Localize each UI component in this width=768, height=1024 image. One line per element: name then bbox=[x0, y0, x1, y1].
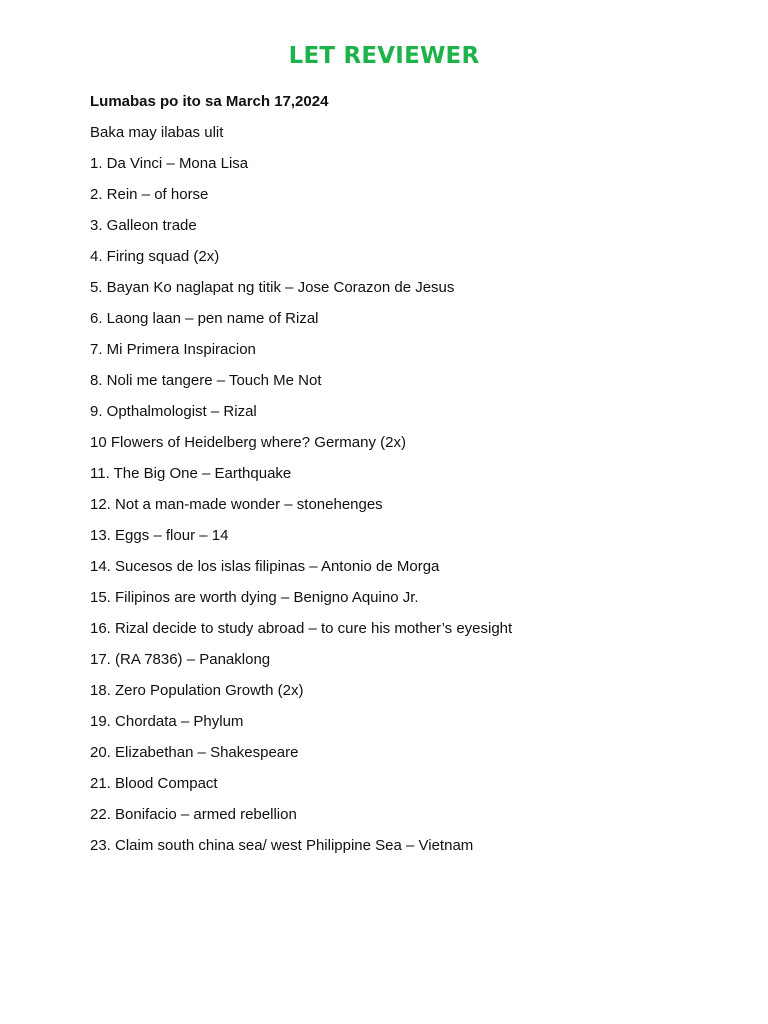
list-item: 2. Rein – of horse bbox=[90, 186, 209, 203]
list-item: 1. Da Vinci – Mona Lisa bbox=[90, 155, 249, 172]
list-item: 8. Noli me tangere – Touch Me Not bbox=[90, 372, 322, 389]
list-item: 20. Elizabethan – Shakespeare bbox=[90, 744, 299, 761]
list-item: 17. (RA 7836) – Panaklong bbox=[90, 651, 271, 668]
list-item: 4. Firing squad (2x) bbox=[90, 248, 220, 265]
list-item: 11. The Big One – Earthquake bbox=[90, 465, 292, 482]
list-item: 3. Galleon trade bbox=[90, 217, 197, 234]
list-item: 23. Claim south china sea/ west Philippine Sea – Vietnam bbox=[90, 837, 474, 854]
list-item: 16. Rizal decide to study abroad – to cure his mother’s eyesight bbox=[90, 620, 513, 637]
document-note: Baka may ilabas ulit bbox=[90, 124, 224, 141]
list-item: 22. Bonifacio – armed rebellion bbox=[90, 806, 297, 823]
list-item: 13. Eggs – flour – 14 bbox=[90, 527, 229, 544]
list-item: 10 Flowers of Heidelberg where? Germany (2x) bbox=[90, 434, 406, 451]
list-item: 7. Mi Primera Inspiracion bbox=[90, 341, 256, 358]
list-item: 9. Opthalmologist – Rizal bbox=[90, 403, 257, 420]
document-title: LET REVIEWER bbox=[288, 43, 480, 69]
list-item: 18. Zero Population Growth (2x) bbox=[90, 682, 304, 699]
document-body bbox=[90, 92, 730, 867]
list-item: 21. Blood Compact bbox=[90, 775, 218, 792]
list-item: 5. Bayan Ko naglapat ng titik – Jose Corazon de Jesus bbox=[90, 279, 455, 296]
list-item: 15. Filipinos are worth dying – Benigno Aquino Jr. bbox=[90, 589, 419, 606]
list-item: 19. Chordata – Phylum bbox=[90, 713, 244, 730]
list-item: 14. Sucesos de los islas filipinas – Antonio de Morga bbox=[90, 558, 440, 575]
list-item: 6. Laong laan – pen name of Rizal bbox=[90, 310, 319, 327]
list-item: 12. Not a man-made wonder – stonehenges bbox=[90, 496, 383, 513]
document-subtitle: Lumabas po ito sa March 17,2024 bbox=[90, 93, 329, 110]
